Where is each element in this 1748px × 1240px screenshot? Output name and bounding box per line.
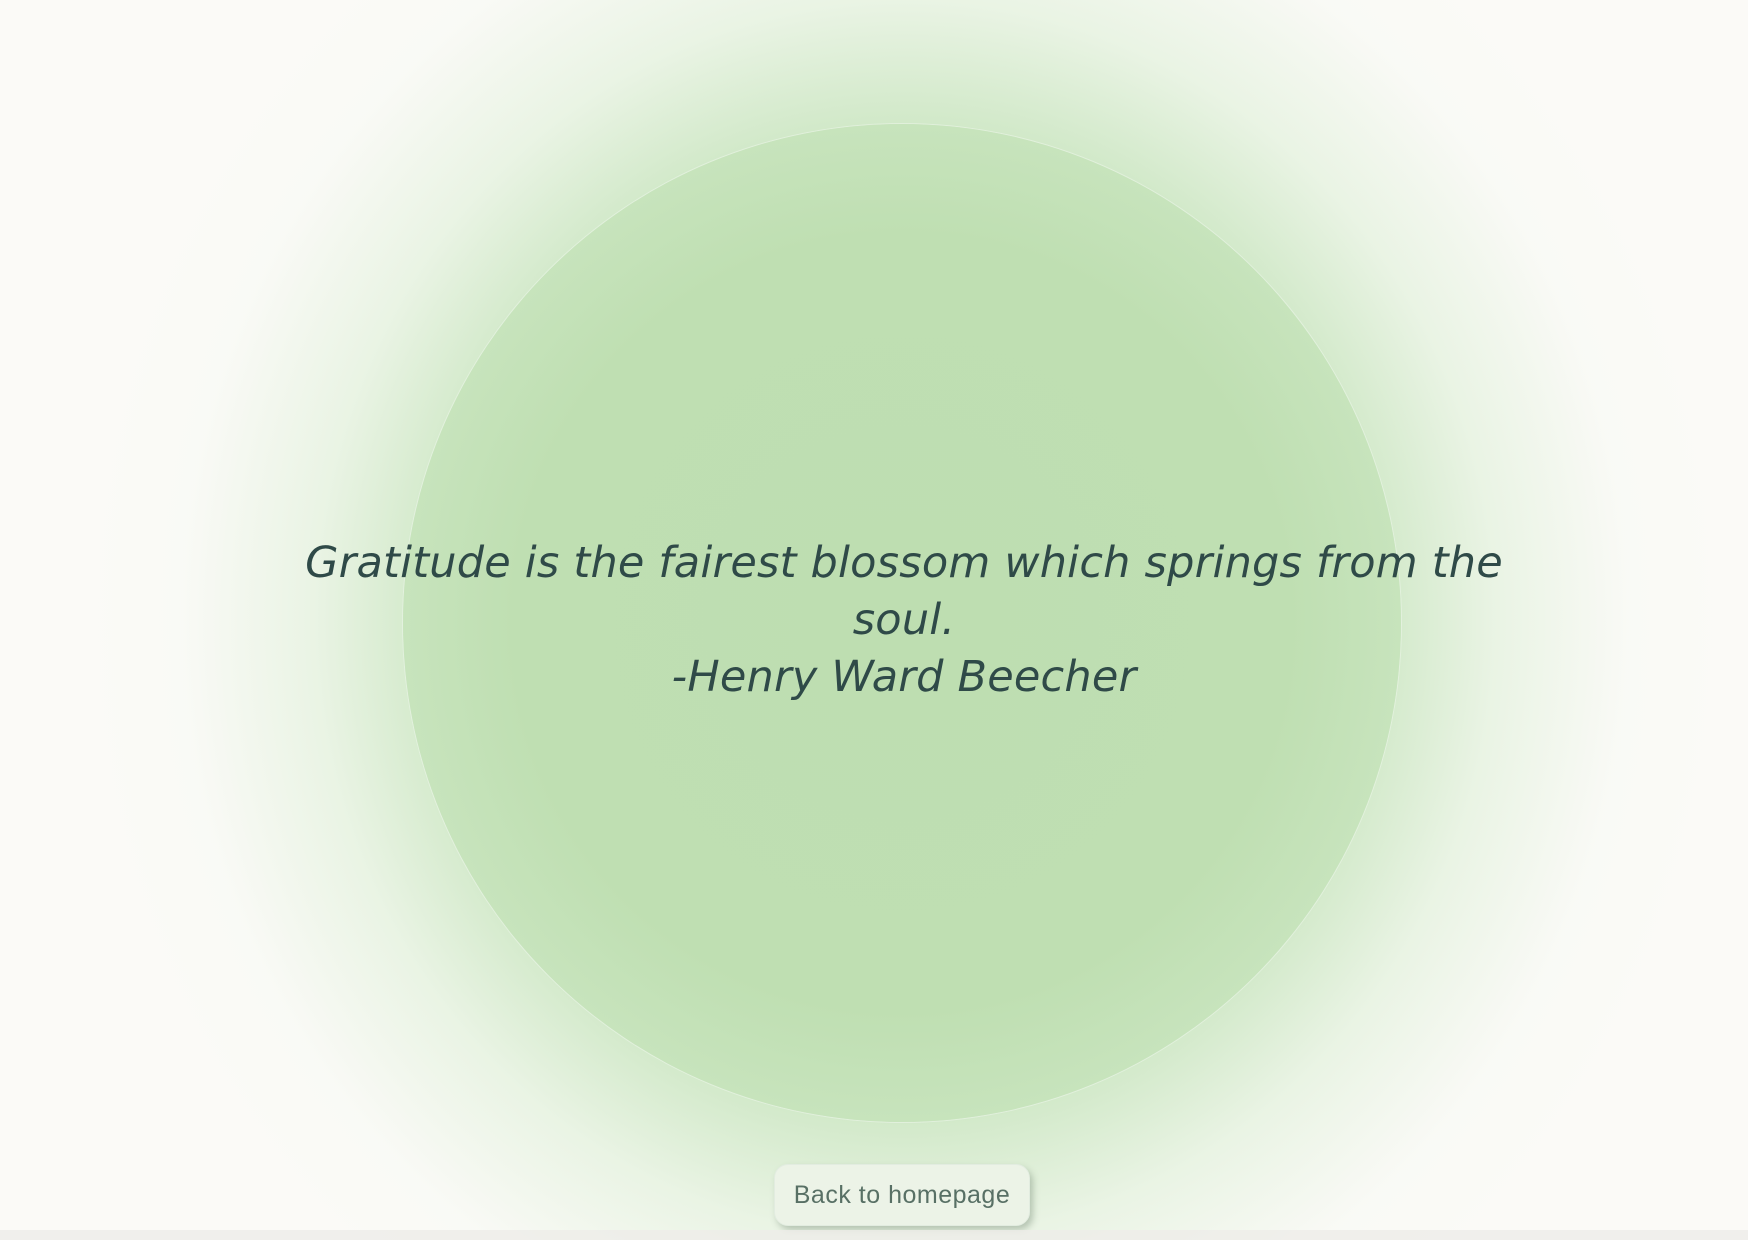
quote-text-line-2: soul. — [852, 595, 956, 645]
quote-text-line-1: Gratitude is the fairest blossom which springs from the — [305, 538, 1503, 588]
quote-block — [260, 535, 1548, 706]
back-to-homepage-button[interactable]: Back to homepage — [774, 1164, 1030, 1226]
bottom-edge-divider — [0, 1230, 1748, 1240]
quote-author: -Henry Ward Beecher — [671, 652, 1137, 702]
